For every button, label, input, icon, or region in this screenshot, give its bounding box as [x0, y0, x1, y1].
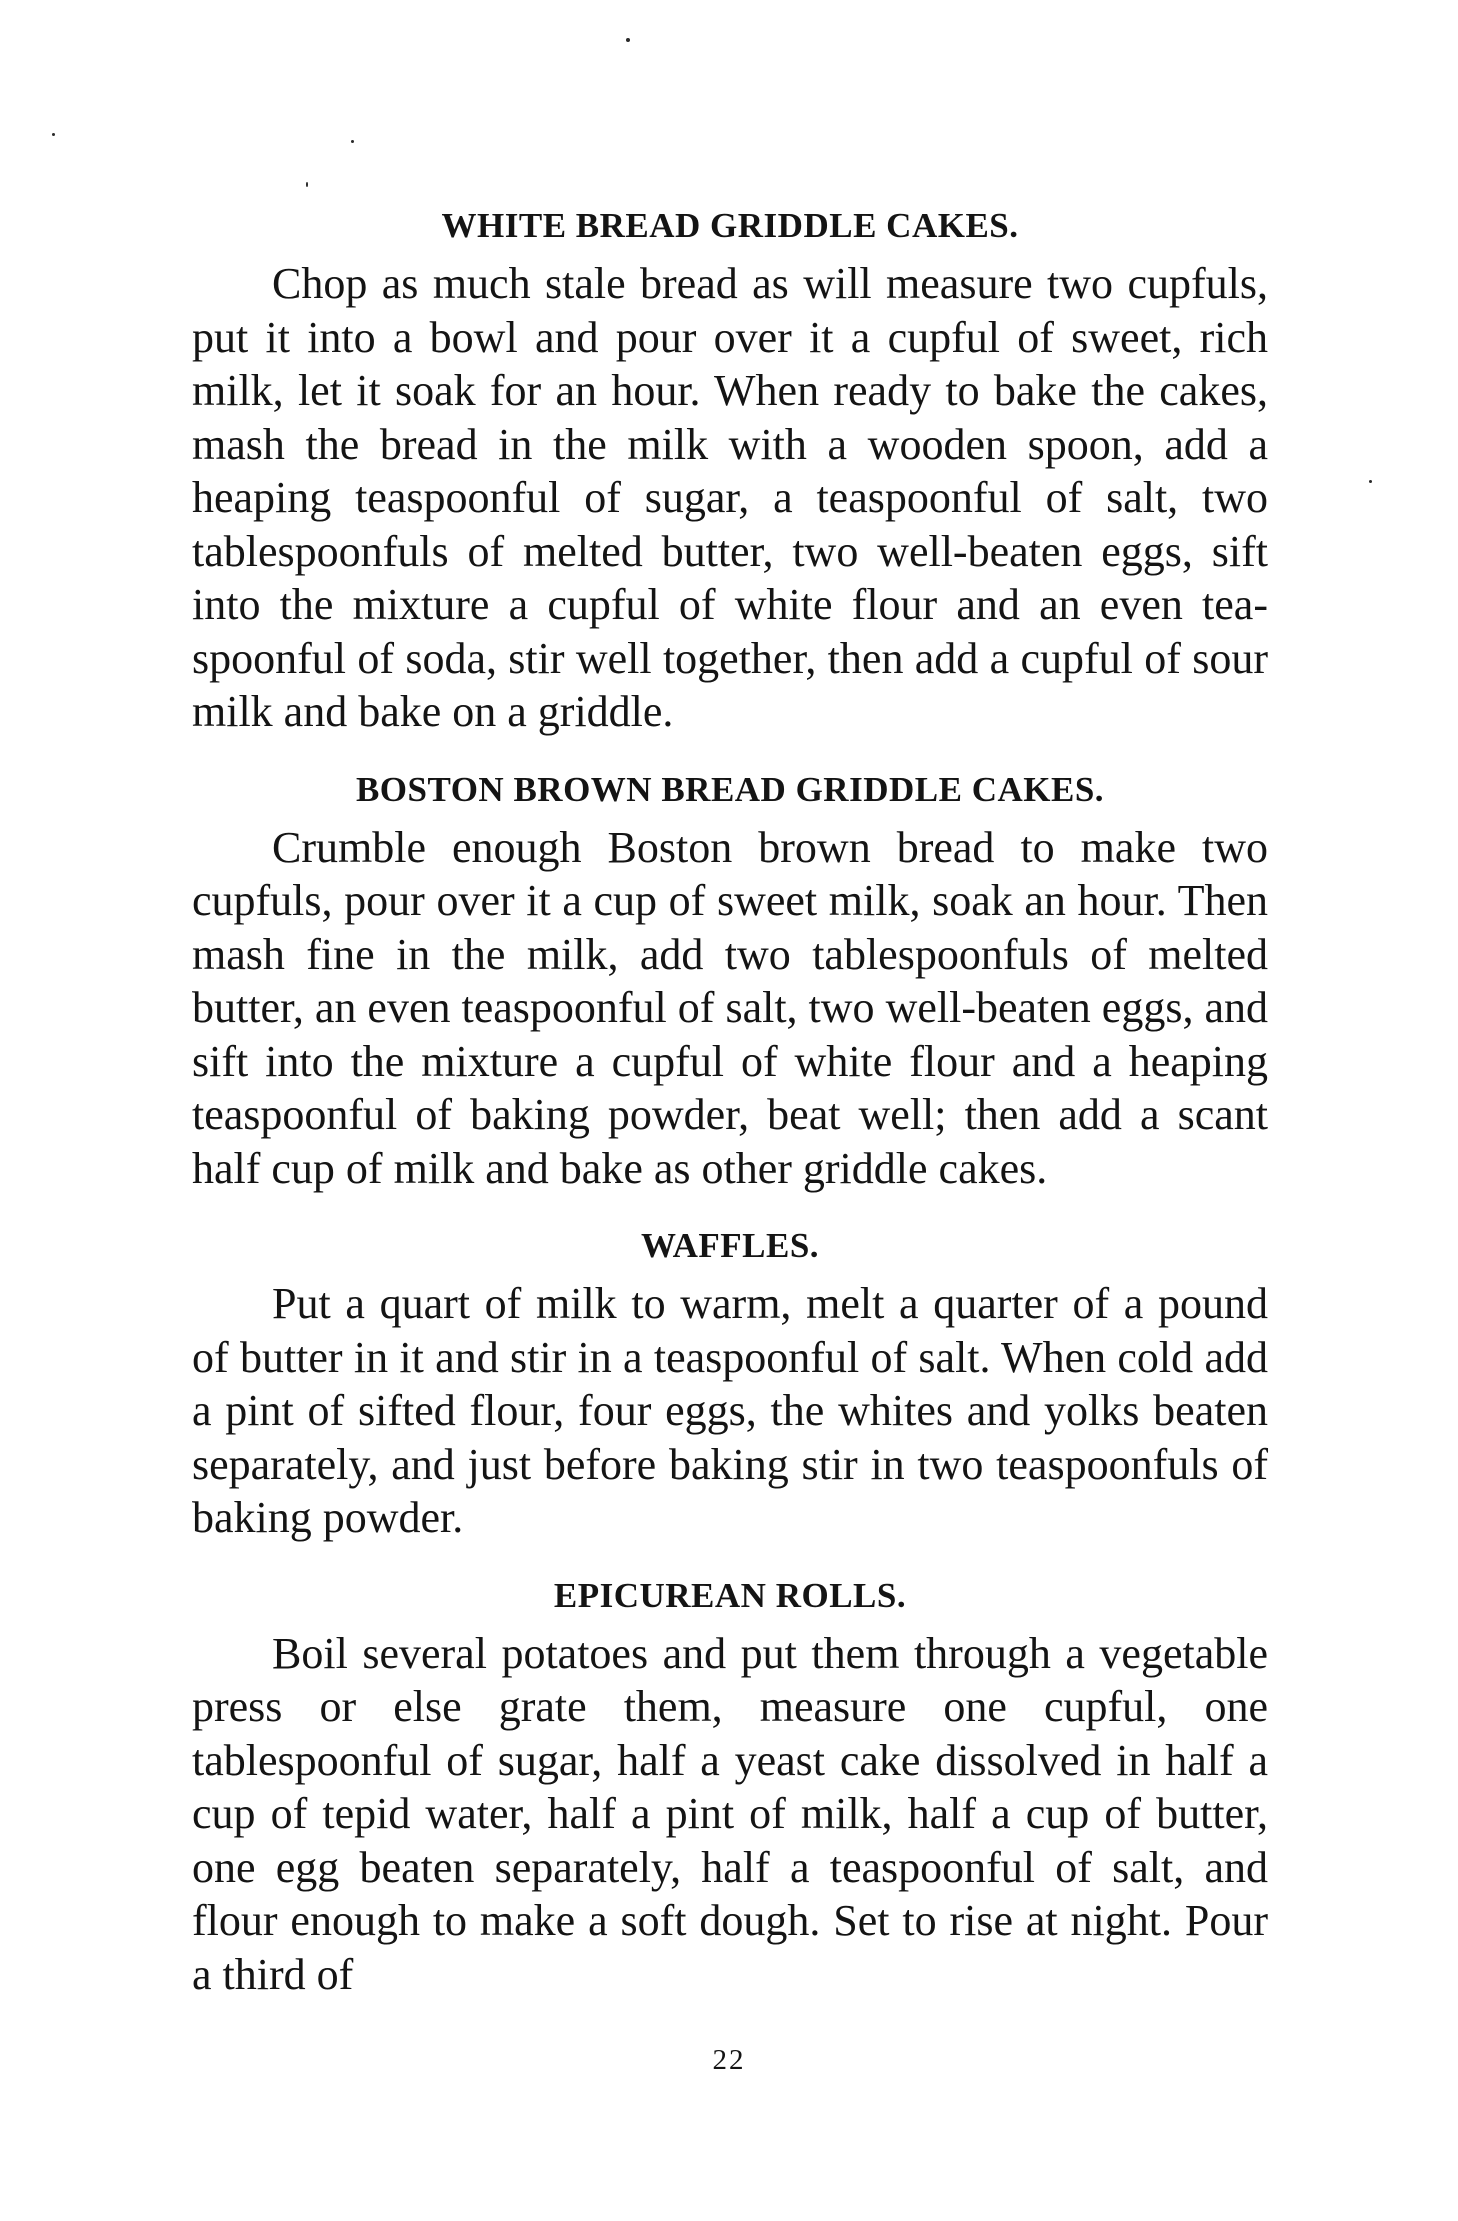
- recipe-text-block: [192, 205, 1268, 2001]
- recipe-body: Crumble enough Boston brown bread to make two cupfuls, pour over it a cup of sweet milk, soak an hour. Then mash fine in the milk, add two tablespoonfuls of melted butter, an even teaspoonful of salt, two well-beaten eggs, and sift into the mixture a cupful of white flour and a heaping teaspoonful of baking powder, beat well; then add a scant half cup of milk and bake as other griddle cakes.: [192, 822, 1268, 1193]
- print-speck: [52, 133, 55, 136]
- print-speck: [1369, 480, 1372, 483]
- print-speck: [306, 182, 308, 187]
- recipe-title: WAFFLES.: [640, 1226, 820, 1265]
- recipe-title: WHITE BREAD GRIDDLE CAKES.: [441, 206, 1019, 245]
- recipe-body: Boil several potatoes and put them through a vegetable press or else grate them, measure one cupful, one tablespoonful of sugar, half a yeast cake dissolved in half a cup of tepid water, half a pint of milk, half a cup of butter, one egg beaten separately, half a teaspoonful of salt, and flour enough to make a soft dough. Set to rise at night. Pour a third of: [192, 1628, 1268, 1999]
- recipe-body: Put a quart of milk to warm, melt a quarter of a pound of butter in it and stir in a teaspoonful of salt. When cold add a pint of sifted flour, four eggs, the whites and yolks beaten separately, and just before baking stir in two teaspoonfuls of baking powder.: [192, 1279, 1268, 1542]
- print-speck: [351, 140, 354, 143]
- recipe-title: BOSTON BROWN BREAD GRIDDLE CAKES.: [355, 769, 1105, 809]
- recipe-waffles: [192, 1225, 1268, 1545]
- recipe-boston-brown-bread-griddle-cakes: [192, 769, 1268, 1196]
- recipe-body: Chop as much stale bread as will measure two cupfuls, put it into a bowl and pour over it a cupful of sweet, rich milk, let it soak for an hour. When ready to bake the cakes, mash the bread in the milk with a wooden spoon, add a heaping teaspoonful of sugar, a teaspoonful of salt, two tablespoonfuls of melted butter, two well-beaten eggs, sift into the mixture a cupful of white flour and an even teaspoonful of soda, stir well together, then add a cupful of sour milk and bake on a griddle.: [192, 259, 1268, 736]
- print-speck: [626, 38, 630, 42]
- recipe-white-bread-griddle-cakes: [192, 205, 1268, 739]
- page-number: 22: [712, 2044, 746, 2076]
- recipe-epicurean-rolls: [192, 1575, 1268, 2002]
- recipe-title: EPICUREAN ROLLS.: [553, 1575, 907, 1615]
